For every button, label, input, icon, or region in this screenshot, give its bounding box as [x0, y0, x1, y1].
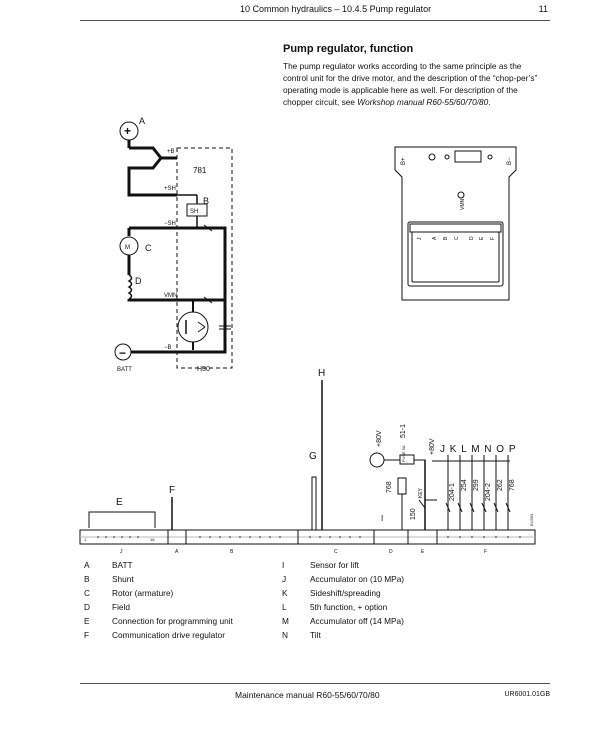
legend-item-e: [84, 614, 233, 628]
pin-one: 1: [84, 537, 87, 542]
label-c: C: [145, 243, 152, 253]
connector-group-b: B: [230, 549, 234, 555]
connector-group-a: A: [175, 549, 179, 555]
label-h: H: [318, 368, 326, 379]
section-title: Pump regulator, function: [283, 43, 414, 55]
legend-key: B: [84, 574, 90, 584]
labels-jklmnop: J K L M N O P: [440, 444, 517, 455]
connector-group-c: C: [334, 549, 338, 555]
legend-item-b: [84, 572, 233, 586]
wire-150: 150: [410, 508, 417, 520]
module-connector-b: B: [443, 236, 449, 240]
pump-regulator-schematic: [115, 122, 232, 370]
module-center-label: VMN: [460, 198, 466, 210]
module-connector-c: C: [454, 236, 460, 240]
legend-text: BATT: [112, 560, 133, 570]
body-text: The pump regulator works according to the same principle as the control unit for the drive motor, and the description of the “chop-per’s” operating mode is applicable here as well. For description of the chopper circuit, see: [283, 61, 538, 107]
legend-item-m: [282, 614, 404, 628]
legend-right: [282, 558, 404, 642]
legend-text: Shunt: [112, 574, 134, 584]
legend-key: D: [84, 602, 90, 612]
plus-80v-b: +80V: [429, 438, 436, 455]
legend-text: Rotor (armature): [112, 588, 174, 598]
module-connector-e: E: [479, 236, 485, 240]
plus-sign: +: [124, 124, 132, 138]
fuse-code: 51-1: [400, 423, 407, 438]
legend-key: J: [282, 574, 287, 584]
module-connector: [455, 151, 481, 162]
motor-symbol: M: [125, 245, 130, 251]
body-text-end: .: [488, 97, 491, 107]
legend-item-c: [84, 586, 233, 600]
legend-text: Sideshift/spreading: [310, 588, 381, 598]
field-coil: [129, 275, 132, 299]
fuse-small-label: FUSE 5A: [401, 445, 406, 462]
legend-item-n: [282, 628, 404, 642]
legend-key: C: [84, 588, 90, 598]
page-number: 11: [538, 4, 548, 14]
module-connector-d: D: [469, 236, 475, 240]
legend-key: I: [282, 560, 285, 570]
legend-text: 5th function, + option: [310, 602, 388, 612]
legend-item-k: [282, 586, 404, 600]
wire-204-1: 204-1: [449, 483, 456, 501]
connector-group-j: J: [120, 549, 123, 555]
legend-key: K: [282, 588, 288, 598]
key-label: KEY: [418, 487, 424, 498]
legend-text: Connection for programming unit: [112, 616, 233, 626]
wire-299: 299: [473, 479, 480, 491]
terminal-plus-sh: +SH: [164, 186, 176, 192]
wire-204-2: 204-2: [485, 483, 492, 501]
label-b: B: [203, 196, 210, 206]
minus-sign: −: [119, 346, 127, 360]
label-a: A: [139, 116, 146, 126]
wire-768-left: 768: [386, 481, 393, 493]
wiring-overview: [80, 380, 535, 544]
module-connector-f: F: [490, 236, 496, 240]
module-label-b-minus: B−: [507, 157, 513, 165]
legend-key: F: [84, 630, 90, 640]
legend-item-d: [84, 600, 233, 614]
label-d: D: [135, 276, 142, 286]
legend-key: E: [84, 616, 90, 626]
legend-text: Communication drive regulator: [112, 630, 225, 640]
shunt-box-label: SH: [190, 209, 199, 215]
legend-item-i: [282, 558, 404, 572]
terminal-minus-b: −B: [164, 345, 172, 351]
terminal-minus-sh: −SH: [164, 221, 176, 227]
terminal-vmn: VMN: [164, 293, 178, 299]
terminal-plus-b: +B: [167, 149, 175, 155]
workshop-manual-reference: Workshop manual R60-55/60/70/80: [357, 97, 489, 107]
connector-group-d: D: [389, 549, 393, 555]
box-code: H30: [197, 366, 210, 373]
module-connector-j: J: [417, 237, 423, 240]
legend-text: Accumulator off (14 MPa): [310, 616, 404, 626]
footer-title: Maintenance manual R60-55/60/70/80: [235, 690, 380, 700]
wire-254: 254: [461, 479, 468, 491]
label-g: G: [309, 451, 317, 462]
transistor-symbol: [178, 312, 208, 342]
label-i: I: [381, 514, 384, 523]
legend-text: Field: [112, 602, 130, 612]
legend-key: A: [84, 560, 90, 570]
pin-end: 16: [150, 537, 155, 542]
legend-text: Tilt: [310, 630, 321, 640]
legend-item-l: [282, 600, 404, 614]
regulator-module-drawing: [395, 147, 516, 300]
unit-number: 781: [193, 166, 207, 175]
connector-group-e: E: [421, 549, 425, 555]
header-title: 10 Common hydraulics – 10.4.5 Pump regulator: [240, 4, 432, 14]
label-f: F: [169, 485, 176, 496]
legend-key: L: [282, 602, 287, 612]
legend-key: M: [282, 616, 289, 626]
legend-item-a: [84, 558, 233, 572]
connector-group-f: F: [484, 549, 488, 555]
programming-bracket: [89, 512, 155, 528]
page-footer: [80, 683, 550, 700]
legend-text: Sensor for lift: [310, 560, 359, 570]
legend-left: [84, 558, 233, 642]
legend-item-f: [84, 628, 233, 642]
wire-768-right: 768: [509, 479, 516, 491]
wire-262: 262: [497, 479, 504, 491]
reference-code: EU393: [529, 513, 534, 526]
legend-key: N: [282, 630, 288, 640]
legend-text: Accumulator on (10 MPa): [310, 574, 405, 584]
legend-item-j: [282, 572, 404, 586]
module-connector-a: A: [432, 236, 438, 240]
module-label-b-plus: B+: [401, 157, 407, 165]
batt-label: BATT: [117, 367, 132, 373]
document-code: UR6001.01GB: [504, 691, 550, 698]
label-e: E: [116, 497, 123, 508]
sensor-lift-element: [312, 477, 316, 530]
plus-80v-a: +80V: [376, 430, 383, 447]
